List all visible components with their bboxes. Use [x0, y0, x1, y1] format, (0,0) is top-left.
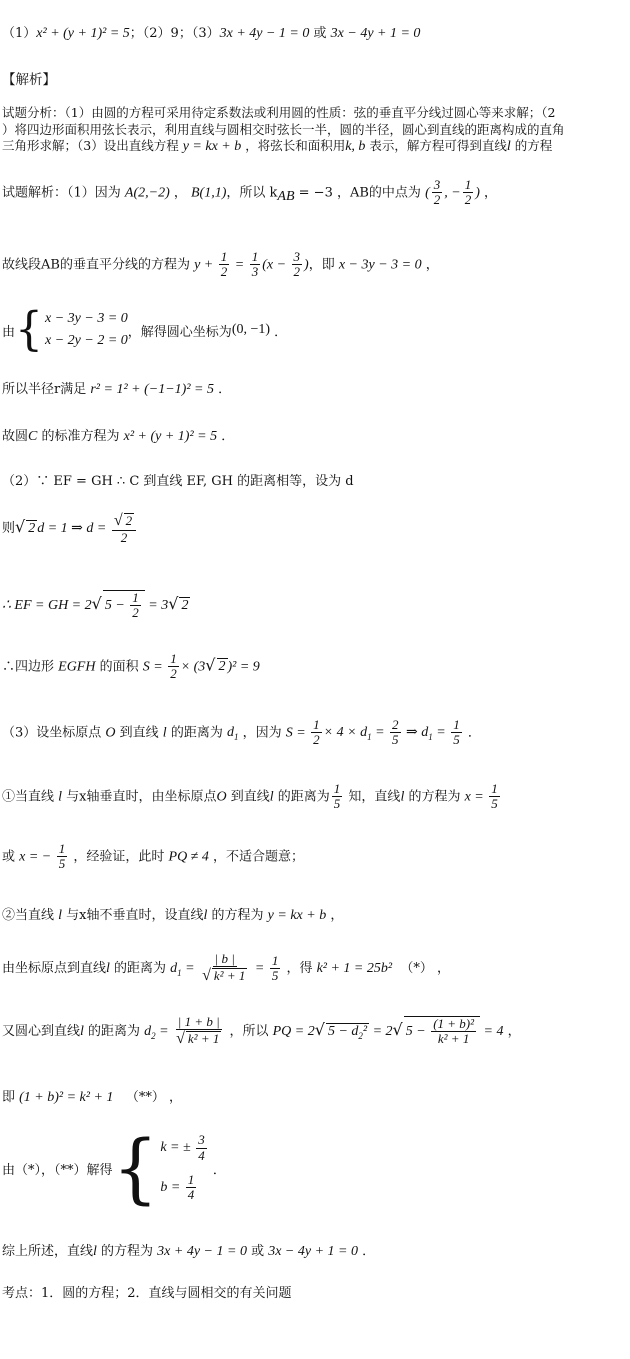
text: 故线段AB的垂直平分线的方程为 — [2, 257, 195, 273]
fraction: $\frac{1}{4}$ — [187, 1172, 195, 1203]
text: 知，直线 — [344, 789, 401, 805]
math: 3x + 4y − 1 = 0 — [157, 1244, 247, 1259]
math: r² = 1² + (−1−1)² = 5 — [90, 382, 214, 397]
text: ，解得圆心坐标为 — [127, 324, 232, 340]
fraction: $\frac{1}{5}$ — [271, 952, 279, 983]
math: C — [28, 429, 38, 444]
text: 由（*），（**）解得 — [2, 1162, 113, 1178]
answer-eq1: x² + (y + 1)² = 5 — [36, 26, 130, 41]
math: y = kx + b — [182, 139, 242, 154]
text: ，得 — [282, 960, 317, 976]
solution-step-2: 故线段AB的垂直平分线的方程为 y + $\frac{1}{2}$ = $\frac{1}{3}$ (x − $\frac{3}{2}$ )，即 x − 3y − 3 = 0 ， — [2, 249, 439, 280]
math: PQ ≠ 4 — [168, 849, 209, 865]
math: x² + (y + 1)² = 5 — [123, 429, 218, 444]
math: k² + 1 = 25b² — [316, 960, 393, 976]
text: 的方程为 — [96, 1244, 158, 1259]
math: A(2,−2) — [124, 185, 170, 201]
text: 表示，解方程可得到直线 — [365, 138, 507, 153]
text: 与x轴垂直时，由坐标原点 — [62, 789, 217, 805]
math: y = kx + b — [267, 908, 327, 923]
math: l — [506, 139, 511, 154]
answer-line — [2, 22, 628, 42]
text: 由 — [2, 324, 16, 340]
text: ①当直线 — [2, 789, 59, 805]
text: 即 — [2, 1090, 20, 1105]
case2-intro: ②当直线 l 与x轴不垂直时，设直线l 的方程为 y = kx + b ， — [2, 908, 344, 923]
fraction: $\frac{1}{3}$ — [251, 249, 259, 280]
part2-intro: （2）∵ EF = GH ∴ C 到直线 EF, GH 的距离相等，设为 d — [2, 474, 354, 489]
case2-distance-1: 由坐标原点到直线l 的距离为 $d_1$ = $\frac{| b |}{\text{√ k² + 1}}$ = $\frac{1}{5}$ ，得 k² + 1 = 25b² （*） ， — [2, 951, 451, 985]
summary: 综上所述，直线l 的方程为 3x + 4y − 1 = 0 或 3x − 4y + 1 = 0 ． — [2, 1244, 376, 1259]
math: (0, −1) — [231, 322, 271, 337]
fraction: $\frac{√ 2}{2}$ — [112, 512, 136, 545]
case2-distance-2: 又圆心到直线l 的距离为 $d_2$ = $\frac{| 1 + b |}{\text{√ k² + 1}}$ ，所以 PQ = 2√ $5 - d_2^2 = 2√$ 5 − $\frac{\text{(1 + b)²}}{\text{k² + 1}}$ = 4 ， — [2, 1014, 521, 1048]
text: 与x轴不垂直时，设直线 — [62, 908, 204, 923]
text: 所以半径r满足 — [2, 382, 91, 397]
analysis-line-3 — [2, 136, 628, 155]
fraction: $\frac{3}{2}$ — [293, 249, 301, 280]
fraction: $\frac{3}{2}$ — [433, 177, 441, 208]
part2-chord: ∴ EF = GH = 2√ 5 − $\frac{1}{2}$ = 3√ 2 — [2, 590, 189, 621]
answer-eq3b: 3x − 4y + 1 = 0 — [330, 26, 421, 41]
text: 的距离为 — [83, 1023, 145, 1039]
answer-eq3a: 3x + 4y − 1 = 0 — [219, 26, 310, 41]
text: 的面积 — [95, 659, 143, 675]
text: ，不适合题意； — [208, 849, 305, 865]
fraction: $\frac{3}{4}$ — [198, 1132, 205, 1163]
text: ，所以 k — [226, 185, 278, 201]
math: (1 + b)² = k² + 1 — [19, 1090, 114, 1105]
solution-step-3 — [2, 302, 628, 357]
fraction: $\frac{1}{5}$ — [333, 781, 341, 812]
kaodian: 考点：1．圆的方程；2．直线与圆相交的有关问题 — [2, 1286, 292, 1301]
text: 由坐标原点到直线 — [2, 960, 107, 976]
case1-line-2: 或 x = − $\frac{1}{5}$ ，经验证，此时 PQ ≠ 4 ，不适合题意； — [2, 841, 305, 872]
part3-intro: （3）设坐标原点 O 到直线 l 的距离为 $d_1$ ，因为 S = $\frac{1}{2}$ × $4 \times d_1$ = $\frac{2}{5}$ ⇒ $d_1$ = $\frac{1}{5}$ ． — [2, 717, 481, 748]
case1-line-1: ①当直线 l 与x轴垂直时，由坐标原点O 到直线l 的距离为 $\frac{1}{5}$ 知，直线l 的方程为 x = $\frac{1}{5}$ — [2, 781, 498, 812]
solution-step-1: 试题解析：（1）因为 A(2,−2) ， B(1,1)，所以 $k_{AB} = -3$ ，AB的中点为 ( $\frac{3}{2}$ , − $\frac{1}{2}$ ) ， — [2, 177, 497, 208]
text: 又圆心到直线 — [2, 1023, 81, 1039]
text: 三角形求解；（3）设出直线方程 — [2, 138, 183, 153]
text: ②当直线 — [2, 908, 59, 923]
text: 或 — [246, 1244, 269, 1259]
fraction: $\frac{| 1 + b |}{\text{√ k² + 1}}$ — [176, 1014, 220, 1048]
text: 的距离为 — [109, 960, 171, 976]
math: x − 2y − 2 = 0 — [45, 333, 128, 348]
answer-part-label: ；（2）9；（3） — [129, 26, 220, 41]
math: O — [105, 725, 116, 741]
fraction: $\frac{1}{5}$ — [491, 781, 498, 812]
text: 故圆 — [2, 429, 29, 444]
fraction: $\frac{1}{2}$ — [220, 249, 228, 280]
text: 到直线 — [115, 725, 163, 741]
text: 的方程 — [510, 138, 553, 153]
text: 的距离为 — [273, 789, 330, 805]
answer-or: 或 — [309, 26, 331, 41]
fraction: $\frac{1}{5}$ — [58, 841, 66, 872]
solution-step-5: 故圆C 的标准方程为 x² + (y + 1)² = 5 ． — [2, 429, 235, 444]
math: x − 3y − 3 = 0 — [338, 257, 422, 273]
text: （*） — [400, 960, 433, 976]
math: EGFH — [58, 659, 96, 675]
analysis-line-1: 试题分析：（1）由圆的方程可采用待定系数法或利用圆的性质：弦的垂直平分线过圆心等来求解；（2 — [2, 105, 556, 120]
part2-area: ∴四边形 EGFH 的面积 S = $\frac{1}{2}$ × (3√ 2 )² = 9 — [2, 651, 260, 682]
text: 的方程为 — [207, 908, 268, 923]
text: 的距离为 — [166, 725, 227, 741]
math: B(1,1) — [191, 185, 227, 201]
solution-step-4: 所以半径r满足 r² = 1² + (−1−1)² = 5 ． — [2, 382, 232, 397]
text: ，即 — [308, 257, 339, 273]
text: 到直线 — [226, 789, 270, 805]
solve-result — [2, 1123, 628, 1213]
section-title: 【解析】 — [2, 72, 56, 88]
text: 则 — [2, 520, 16, 536]
equation-double-star: 即 (1 + b)² = k² + 1 （**） ， — [2, 1090, 182, 1105]
analysis-line-2: ）将四边形面积用弦长表示，利用直线与圆相交时弦长一半，圆的半径，圆心到直线的距离构成的直角 — [2, 122, 565, 137]
text: 试题解析：（1）因为 — [2, 185, 125, 201]
text: ，所以 — [225, 1023, 273, 1039]
fraction: $\frac{1}{2}$ — [464, 177, 472, 208]
text: ，因为 — [238, 725, 286, 741]
result-system: 由（*），（**）解得 { k = ± $\frac{3}{4}$ b = $\frac{1}{4}$ ． — [2, 1123, 226, 1213]
fraction: $\frac{\text{(1 + b)²}}{\text{k² + 1}}$ — [433, 1015, 475, 1047]
equation-system: 由 { x − 3y − 3 = 0 x − 2y − 2 = 0 ，解得圆心坐标为 (0, −1) ． — [2, 302, 288, 357]
text: 综上所述，直线 — [2, 1244, 94, 1259]
text: ，将弦长和面积用 — [241, 138, 346, 153]
math: k, b — [345, 139, 366, 154]
fraction: $\frac{1}{2}$ — [132, 590, 139, 621]
fraction: $\frac{1}{2}$ — [313, 717, 320, 748]
math: ∴ EF = GH = 2 — [2, 598, 92, 614]
math: x − 3y − 3 = 0 — [45, 311, 128, 326]
text: = −3 ，AB的中点为 — [294, 185, 421, 201]
part2-distance: 则√ 2 d = 1 ⇒ d = $\frac{√ 2}{2}$ — [2, 512, 628, 545]
text: ∴四边形 — [2, 659, 59, 675]
fraction: $\frac{2}{5}$ — [392, 717, 399, 748]
text: 的标准方程为 — [37, 429, 124, 444]
fraction: $\frac{1}{5}$ — [453, 717, 460, 748]
math: 3x − 4y + 1 = 0 — [268, 1244, 358, 1259]
answer-part-label: （1） — [2, 26, 37, 41]
text: ，经验证，此时 — [69, 849, 169, 865]
text: 的方程为 — [404, 789, 465, 805]
fraction: $\frac{1}{2}$ — [170, 651, 177, 682]
text: （3）设坐标原点 — [2, 725, 106, 741]
fraction: $\frac{| b |}{\text{√ k² + 1}}$ — [202, 951, 246, 985]
text: 或 — [2, 849, 20, 865]
text: （**） — [125, 1090, 165, 1105]
